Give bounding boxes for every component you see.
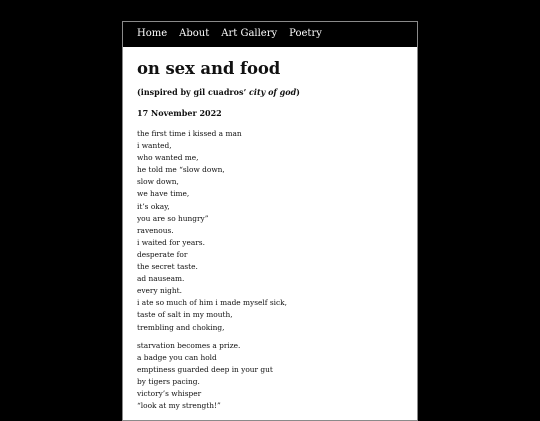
poem-line: taste of salt in my mouth, [137,310,233,320]
subtitle-book-title: city of god [249,87,297,97]
poem-line: trembling and choking, [137,322,225,332]
post-content [123,47,417,412]
poem-line: by tigers pacing. [137,376,200,386]
poem-line: we have time, [137,189,190,199]
poem-line: who wanted me, [137,153,199,163]
post-subtitle [137,86,403,98]
poem-line: you are so hungry” [137,213,209,223]
poem-line: ad nauseam. [137,274,185,284]
poem-line: “look at my strength!” [137,401,221,411]
poem-line: i waited for years. [137,237,205,247]
poem-stanza-2 [137,340,403,413]
nav-art-gallery-link[interactable]: Art Gallery [221,28,278,39]
poem-line: ravenous. [137,225,174,235]
poem-line: a badge you can hold [137,352,217,362]
poem-line: the first time i kissed a man [137,129,242,138]
poem-line: he told me “slow down, [137,165,225,175]
poem-line: every night. [137,286,182,296]
post-date: 17 November 2022 [137,108,222,118]
nav-poetry-link[interactable]: Poetry [289,28,322,39]
poem-line: emptiness guarded deep in your gut [137,364,273,374]
subtitle-prefix: (inspired by gil cuadros’ [137,87,250,97]
poem-line: it’s okay, [137,201,170,211]
poem-line: the secret taste. [137,262,198,272]
poem-line: starvation becomes a prize. [137,340,241,350]
poem-line: victory’s whisper [137,388,202,398]
top-nav [123,22,417,47]
nav-home-link[interactable]: Home [137,28,168,39]
poem-line: desperate for [137,249,188,259]
poem-line: slow down, [137,177,179,187]
poem-stanza-1 [137,128,403,334]
nav-about-link[interactable]: About [179,28,210,39]
poem-line: i wanted, [137,141,172,151]
poem-line: i ate so much of him i made myself sick, [137,298,287,308]
subtitle-suffix: ) [296,87,300,97]
page-card [122,21,418,421]
post-title: on sex and food [137,59,281,78]
